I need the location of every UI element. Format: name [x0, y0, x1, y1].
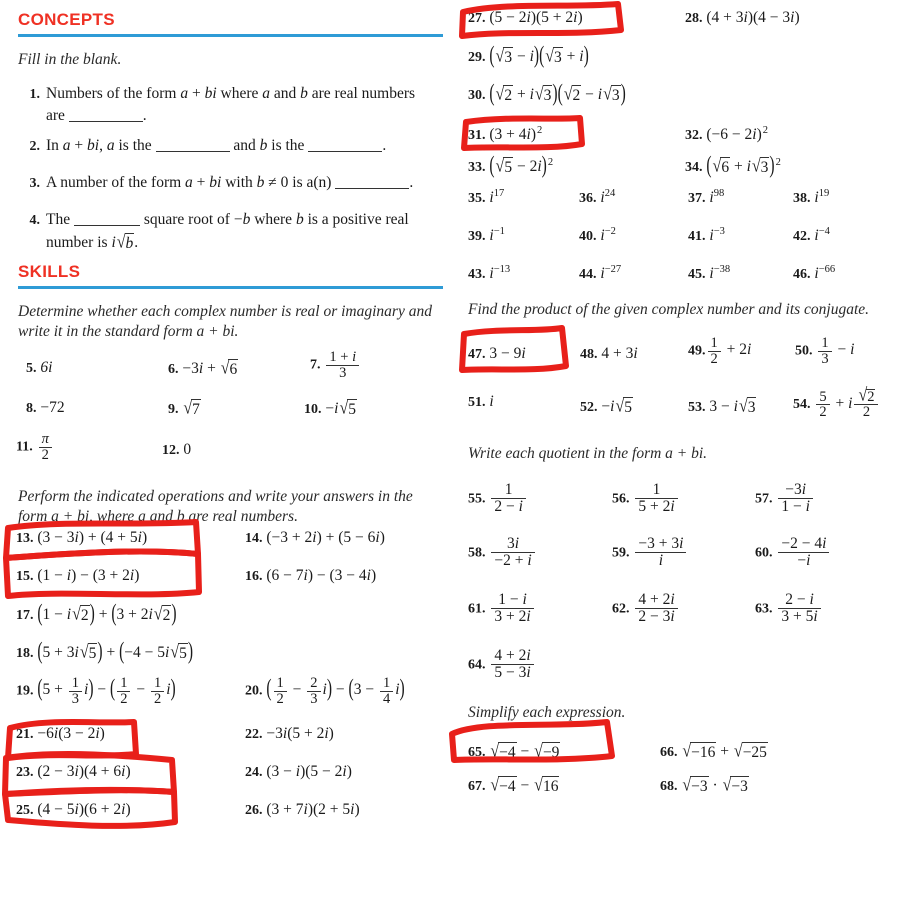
- exercise-16: 16. (6 − 7i) − (3 − 4i): [245, 567, 377, 584]
- exercise-18: 18. (5 + 3i√5) + (−4 − 5i√5): [16, 638, 193, 665]
- exercise-14: 14. (−3 + 2i) + (5 − 6i): [245, 529, 385, 546]
- concept-item-1: 1. Numbers of the form a + bi where a and b are real numbers are .: [29, 85, 416, 124]
- concepts-header-label: CONCEPTS: [18, 10, 115, 29]
- exercise-63: 63. $\frac{2 - i}{3 + 5i}$: [755, 592, 823, 625]
- exercise-grid-5-12: [0, 349, 460, 463]
- exercise-54: 54. $\frac{5}{2}$ + i $\frac{√2}{2}$: [793, 388, 880, 420]
- skills-instruction-4: Write each quotient in the form a + bi.: [468, 445, 708, 462]
- blank-4a: [74, 225, 140, 226]
- exercise-12: 12. 0: [162, 441, 192, 458]
- exercise-23: 23. (2 − 3i)(4 + 6i): [16, 763, 131, 780]
- exercise-19: 19. (5 + $\frac{1}{3}$ i) − ( $\frac{1}{2}$ − $\frac{1}{2}$ i): [16, 675, 176, 707]
- blank-3a: [335, 188, 409, 189]
- exercise-61: 61. $\frac{1 - i}{3 + 2i}$: [468, 592, 536, 625]
- exercise-15: 15. (1 − i) − (3 + 2i): [16, 567, 140, 584]
- exercise-21: 21. −6i(3 − 2i): [16, 725, 105, 742]
- exercise-66: 66. √−16 + √−25: [660, 741, 767, 762]
- exercise-grid-55-64: [460, 478, 924, 681]
- exercise-7: 7. $\frac{1 + i}{3}$: [310, 350, 361, 381]
- concepts-header-rule: [18, 34, 443, 37]
- exercise-44: 44. $i^{-27}$: [579, 263, 622, 282]
- exercise-43: 43. $i^{-13}$: [468, 263, 511, 282]
- exercise-32: 32. $(-6 - 2i)^2$: [685, 124, 769, 143]
- exercise-27: 27. (5 − 2i)(5 + 2i): [468, 9, 583, 26]
- exercise-11: 11. $\frac{\pi}{2}$: [16, 432, 54, 463]
- exercise-24: 24. (3 − i)(5 − 2i): [245, 763, 352, 780]
- exercise-49: 49. $\frac{1}{2}$ + 2i: [688, 335, 752, 367]
- exercise-13: 13. (3 − 3i) + (4 + 5i): [16, 529, 148, 546]
- exercise-8: 8. −72: [26, 399, 65, 416]
- exercise-29: 29. (√3 − i)(√3 + i): [468, 42, 589, 69]
- blank-2b: [308, 151, 382, 152]
- exercise-grid-35-46: [460, 188, 924, 298]
- exercise-56: 56. $\frac{1}{5 + 2i}$: [612, 482, 680, 515]
- exercise-30: 30. (√2 + i√3)(√2 − i√3): [468, 80, 626, 107]
- exercise-55: 55. $\frac{1}{2 - i}$: [468, 482, 528, 515]
- skills-instruction-5: Simplify each expression.: [468, 704, 626, 721]
- concept-item-2: 2. In a + bi, a is the and b is the .: [29, 137, 387, 154]
- exercise-58: 58. $\frac{3i}{-2 + i}$: [468, 536, 537, 569]
- exercise-60: 60. $\frac{-2 - 4i}{-i}$: [755, 536, 831, 569]
- exercise-grid-47-54: [460, 330, 924, 430]
- exercise-67: 67. √−4 − √16: [468, 775, 559, 796]
- exercise-28: 28. (4 + 3i)(4 − 3i): [685, 9, 800, 26]
- exercise-35: 35. $i^{17}$: [468, 187, 505, 206]
- skills-header-label: SKILLS: [18, 262, 81, 281]
- skills-instruction-3: Find the product of the given complex number and its conjugate.: [468, 301, 870, 318]
- exercise-36: 36. $i^{24}$: [579, 187, 616, 206]
- exercise-45: 45. $i^{-38}$: [688, 263, 731, 282]
- exercise-5: 5. 6i: [26, 359, 53, 376]
- exercise-64: 64. $\frac{4 + 2i}{5 - 3i}$: [468, 648, 536, 681]
- exercise-22: 22. −3i(5 + 2i): [245, 725, 334, 742]
- exercise-grid-65-68: [460, 733, 924, 803]
- exercise-68: 68. √−3 · √−3: [660, 775, 748, 796]
- exercise-42: 42. $i^{-4}$: [793, 225, 830, 244]
- exercise-53: 53. 3 − i√3: [688, 396, 756, 417]
- exercise-grid-27-34: [460, 8, 924, 188]
- exercise-40: 40. $i^{-2}$: [579, 225, 616, 244]
- exercise-51: 51. i: [468, 393, 494, 410]
- skills-header-rule: [18, 286, 443, 289]
- skills-instruction-2: Perform the indicated operations and write your answers in the form a + bi, where a and b are real numbers.: [18, 488, 413, 526]
- concept-item-3: 3. A number of the form a + bi with b ≠ 0 is a(n) .: [29, 174, 414, 191]
- concept-item-4: 4. The square root of −b where b is a positive real number is i√b.: [29, 211, 409, 252]
- exercise-26: 26. (3 + 7i)(2 + 5i): [245, 801, 360, 818]
- exercise-47: 47. 3 − 9i: [468, 345, 526, 362]
- blank-2a: [156, 151, 230, 152]
- exercise-38: 38. $i^{19}$: [793, 187, 830, 206]
- exercise-20: 20. ( $\frac{1}{2}$ − $\frac{2}{3}$ i) − (3 − $\frac{1}{4}$ i): [245, 675, 405, 707]
- concepts-section-header: [18, 10, 443, 37]
- exercise-41: 41. $i^{-3}$: [688, 225, 725, 244]
- exercise-65: 65. √−4 − √−9: [468, 741, 560, 762]
- exercise-25: 25. (4 − 5i)(6 + 2i): [16, 801, 131, 818]
- exercise-52: 52. −i√5: [580, 396, 632, 417]
- exercise-48: 48. 4 + 3i: [580, 345, 638, 362]
- exercise-62: 62. $\frac{4 + 2i}{2 - 3i}$: [612, 592, 680, 625]
- exercise-50: 50. $\frac{1}{3}$ − i: [795, 335, 855, 367]
- exercise-37: 37. $i^{98}$: [688, 187, 725, 206]
- concepts-instruction: Fill in the blank.: [18, 51, 122, 68]
- exercise-6: 6. −3i + √6: [168, 358, 238, 379]
- exercise-34: 34. $(√6 + i√3)^2$: [685, 152, 781, 179]
- exercise-9: 9. √7: [168, 398, 200, 419]
- exercise-59: 59. $\frac{-3 + 3i}{i}$: [612, 536, 688, 569]
- blank-1a: [69, 121, 143, 122]
- exercise-46: 46. $i^{-66}$: [793, 263, 836, 282]
- exercise-39: 39. $i^{-1}$: [468, 225, 505, 244]
- exercise-grid-13-26: [0, 528, 460, 818]
- exercise-10: 10. −i√5: [304, 398, 356, 419]
- exercise-17: 17. (1 − i√2) + (3 + 2i√2): [16, 600, 177, 627]
- exercise-57: 57. $\frac{-3i}{1 - i}$: [755, 482, 815, 515]
- exercise-33: 33. $(√5 - 2i)^2$: [468, 152, 554, 179]
- skills-section-header: [18, 262, 443, 289]
- skills-instruction-1: Determine whether each complex number is real or imaginary and write it in the standard form a + bi.: [18, 303, 432, 341]
- exercise-31: 31. $(3 + 4i)^2$: [468, 124, 543, 143]
